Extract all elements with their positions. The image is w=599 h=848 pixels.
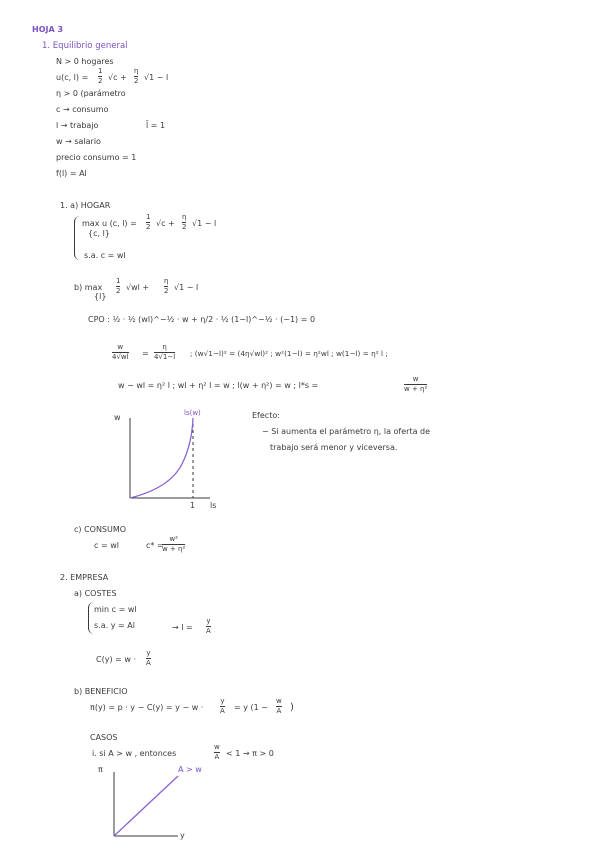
case-line: < 1 → π > 0 (226, 749, 274, 758)
profit-label: b) BENEFICIO (74, 687, 128, 696)
fraction: y A (146, 649, 151, 667)
fraction: η 2 (134, 67, 139, 85)
setup-line: precio consumo = 1 (56, 153, 137, 162)
fraction: η 2 (164, 277, 169, 295)
part-c-label: c) CONSUMO (74, 525, 127, 534)
fraction: 1 2 (98, 67, 103, 85)
part-b-expr: √wl + (126, 283, 150, 292)
fraction: 1 2 (116, 277, 121, 295)
graph1-one-label: 1 (190, 501, 196, 510)
labour-demand: → l = (172, 623, 193, 632)
profit-eq: ) (290, 702, 294, 713)
max-term: √c + (156, 219, 175, 228)
cpo-line: CPO : ½ · ½ (wl)^−½ · w + η/2 · ½ (1−l)^−½ · (−1) = 0 (88, 315, 316, 324)
setup-line: c → consumo (56, 105, 109, 114)
derivation-line: ; (w√1−l)² = (4η√wl)² ; w²(1−l) = η²wl ; w(1−l) = η² l ; (190, 349, 388, 358)
setup-line: N > 0 hogares (56, 57, 114, 66)
effect-line: trabajo será menor y viceversa. (270, 443, 398, 452)
fraction: y A (206, 617, 211, 635)
case-line: i. si A > w , entonces (92, 749, 177, 758)
fraction: w² w + η² (162, 535, 186, 553)
setup-line: w → salario (56, 137, 101, 146)
utility-term: √c + (108, 73, 127, 82)
fraction: 1 2 (146, 213, 151, 231)
effect-line: − Si aumenta el parámetro η, la oferta de (262, 427, 431, 436)
derivation-line: w − wl = η² l ; wl + η² l = w ; l(w + η²) = w ; l*s = (118, 381, 319, 390)
graph2-line-label: A > w (178, 765, 202, 774)
part-b-var: {l} (94, 292, 107, 301)
fraction: η 4√1−l (154, 343, 176, 361)
section-2-title: 2. EMPRESA (60, 573, 109, 582)
setup-line: u(c, l) = (56, 73, 89, 82)
max-vars: {c, l} (88, 229, 110, 238)
fraction: η 2 (182, 213, 187, 231)
graph1-curve-label: ls(w) (184, 409, 201, 417)
consumption-eq: c* = (146, 541, 164, 550)
fraction: w A (276, 697, 282, 715)
costs-label: a) COSTES (74, 589, 117, 598)
fraction: y A (220, 697, 225, 715)
setup-line: η > 0 (parámetro (56, 89, 126, 98)
sheet-title: HOJA 3 (32, 25, 64, 34)
fraction: w w + η² (404, 375, 428, 393)
constraint: s.a. c = wl (84, 251, 126, 260)
setup-line: f(l) = Al (56, 169, 87, 178)
equals: = (142, 349, 149, 358)
utility-term: √1 − l (144, 73, 169, 82)
fraction: w A (214, 743, 220, 761)
household-title: 1. a) HOGAR (60, 201, 111, 210)
section-1-title: 1. Equilibrio general (42, 41, 128, 51)
setup-line: l → trabajo (56, 121, 99, 130)
graph2-x-label: y (180, 831, 185, 840)
min-expr: min c = wl (94, 605, 137, 614)
graph1-y-label: w (114, 413, 121, 422)
consumption-eq: c = wl (94, 541, 119, 550)
cases-label: CASOS (90, 733, 118, 742)
graph2-y-label: π (98, 765, 103, 774)
effect-title: Efecto: (252, 411, 280, 420)
part-b-expr: √1 − l (174, 283, 199, 292)
setup-line: l̄ = 1 (146, 121, 166, 130)
profit-eq: = y (1 − (234, 703, 268, 712)
graph1-x-label: ls (210, 501, 217, 510)
constraint: s.a. y = Al (94, 621, 135, 630)
profit-line (114, 776, 178, 836)
profit-eq: π(y) = p · y − C(y) = y − w · (90, 703, 204, 712)
cost-function: C(y) = w · (96, 655, 136, 664)
max-expr: max u (c, l) = (82, 219, 137, 228)
fraction: w 4√wl (112, 343, 129, 361)
max-term: √1 − l (192, 219, 217, 228)
part-b-label: b) max (74, 283, 103, 292)
